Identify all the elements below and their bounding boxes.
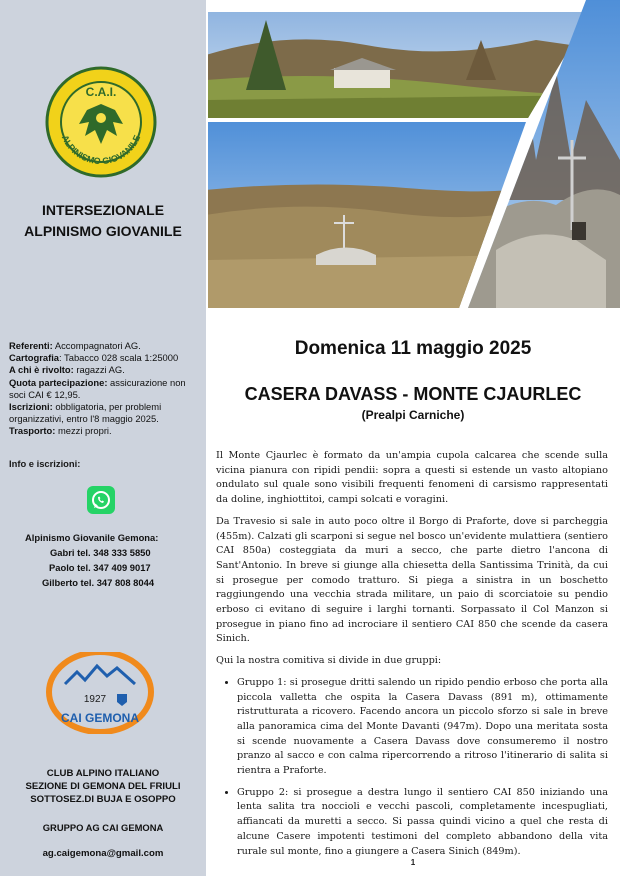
page-subtitle: (Prealpi Carniche)	[361, 408, 465, 422]
contacts-block	[0, 530, 206, 590]
page-number: 1	[410, 858, 416, 867]
group-name: GRUPPO AG CAI GEMONA	[42, 822, 164, 833]
contacts-header: Alpinismo Giovanile Gemona:	[25, 532, 159, 543]
svg-text:ALPINISMO GIOVANILE: ALPINISMO GIOVANILE	[59, 133, 143, 167]
svg-text:C.A.I.: C.A.I.	[85, 85, 117, 99]
club-name: CLUB ALPINO ITALIANO SEZIONE DI GEMONA DEL FRIULI SOTTOSEZ.DI BUJA E OSOPPO	[25, 768, 181, 805]
group-list	[216, 676, 608, 859]
cai-gemona-logo	[45, 652, 155, 734]
info-iscrizioni-label: Info e iscrizioni:	[9, 458, 81, 469]
route-description	[216, 449, 608, 866]
contact-phone: Paolo tel. 347 409 9017	[49, 562, 151, 573]
paragraph: Qui la nostra comitiva si divide in due gruppi:	[216, 655, 442, 667]
event-info-block: Referenti: Accompagnatori AG. Cartografia: Tabacco 028 scala 1:25000 A chi è rivolto: ragazzi AG. Quota partecipazione: assicurazione non soci CAI € 12,95. Iscrizioni: obbligatoria, per problemi organizzativi, entro l'8 maggio 2025. Trasporto: mezzi propri.	[9, 340, 186, 437]
contact-phone: Gabri tel. 348 333 5850	[50, 547, 151, 558]
contact-email[interactable]: ag.caigemona@gmail.com	[42, 848, 164, 859]
svg-text:CAI GEMONA: CAI GEMONA	[61, 711, 139, 725]
event-date: Domenica 11 maggio 2025	[294, 338, 532, 359]
section-title: INTERSEZIONALE ALPINISMO GIOVANILE	[24, 202, 182, 239]
list-item-group-2: • Gruppo 2: si prosegue a destra lungo il sentiero CAI 850 iniziando una lenta salita tra noccioli e vecchi pascoli, completamente incespugliati, affiancati da muretti a secco. Si passa quindi vicino a quel che resta di alcune Casere impotenti testimoni del completo abbandono della vita rurale sul monte, fino a giungere a Casera Sinich (849m).	[237, 786, 608, 860]
photo-casera	[206, 10, 606, 120]
cai-alpinismo-giovanile-logo	[45, 66, 157, 178]
svg-text:1927: 1927	[83, 694, 107, 705]
contact-phone: Gilberto tel. 347 808 8044	[42, 577, 155, 588]
page-title: CASERA DAVASS - MONTE CJAURLEC	[244, 384, 582, 404]
paragraph: Il Monte Cjaurlec è formato da un'ampia cupola calcarea che scende sulla vicina pianura con ripidi pendii: sopra a questi si estende un vasto altopiano ondulato sul quale sono visibili frequenti fenomeni di carsismo rappresentati da doline, inghiottitoi, campi solcati e voragini.	[216, 450, 608, 506]
list-item-group-1: • Gruppo 1: si prosegue dritti salendo un ripido pendio erboso che porta alla piccola valletta che ospita la Casera Davass (891 m), ottimamente ristrutturata a ricovero. Facendo ancora un piccolo sforzo si sale in breve alla panoramica cima del Monte Davanti (947m). Dopo una meritata sosta si scende nuovamente a Casera Davass dove consumeremo il nostro pranzo al sacco e con calma ripercorrendo a ritroso l'itinerario di salita si rientra a Praforte.	[237, 676, 608, 779]
sidebar	[0, 0, 206, 876]
photo-collage	[206, 0, 620, 312]
paragraph: Da Travesio si sale in auto poco oltre il Borgo di Praforte, dove si parcheggia (455m). Calzati gli scarponi si segue nel bosco un'evidente mulattiera (sentiero CAI 850a) costeggiata da muri a secco, che parte dietro l'ancona di Sant'Antonio. In breve si giunge alla chiesetta della Santissima Trinità, da cui si prosegue per comodo tratturo. Si piega a sinistra in un boschetto raggiungendo una vecchia strada militare, un paio di scorciatoie su pendio erboso ci evitano di seguire i larghi tornanti. Sorpassato il Col Manzon si prosegue in piano fino ad incrociare il sentiero CAI 850 che scende da casera Sinich.	[216, 515, 608, 645]
whatsapp-icon[interactable]	[87, 486, 115, 514]
